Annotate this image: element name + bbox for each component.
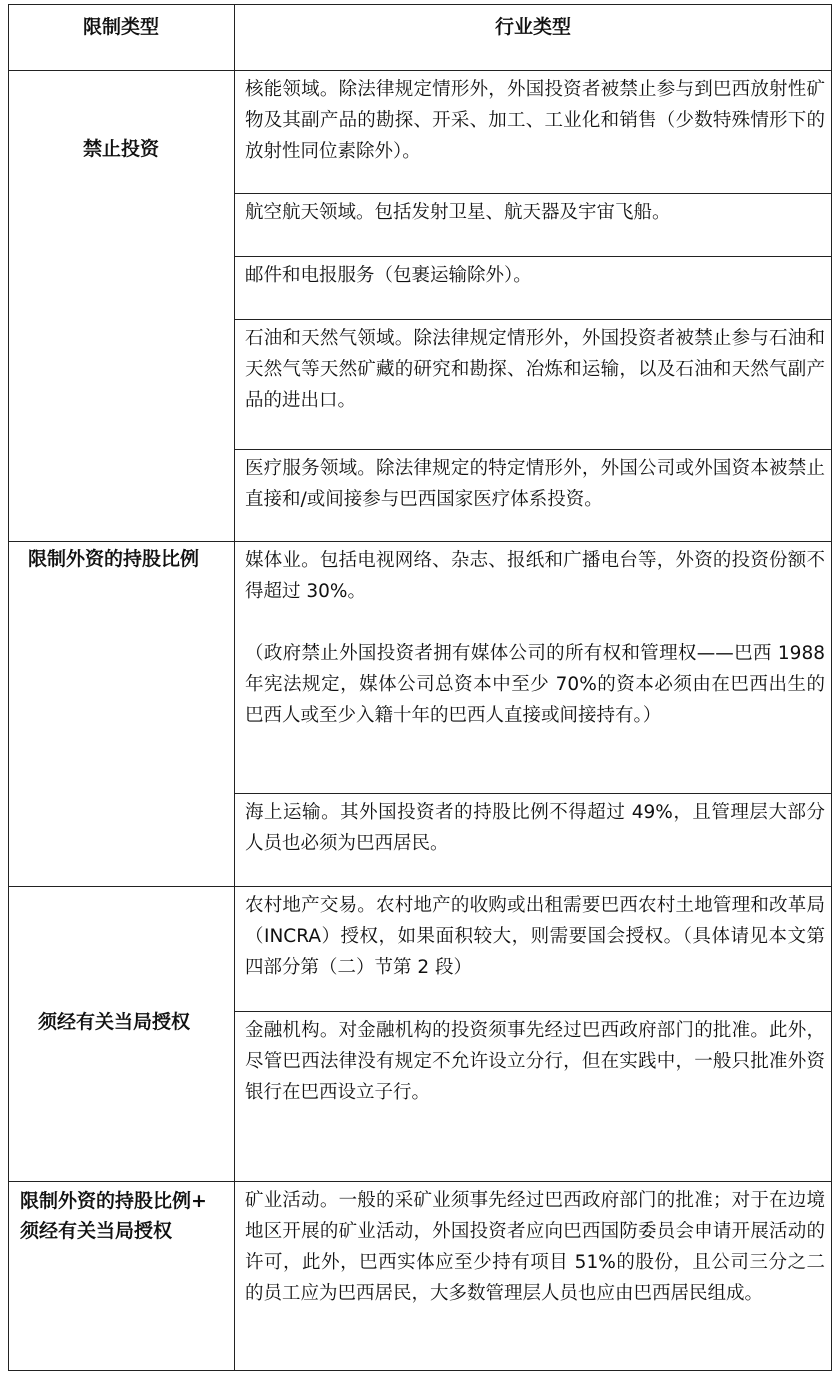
industry-nuclear: 核能领域。除法律规定情形外，外国投资者被禁止参与到巴西放射性矿物及其副产品的勘探、开采、加工、工业化和销售（少数特殊情形下的放射性同位素除外）。: [245, 79, 825, 162]
row-divider: [8, 541, 832, 542]
subrow-divider: [234, 449, 832, 450]
category-combined-line2: 须经有关当局授权: [20, 1220, 173, 1242]
category-limit-share: 限制外资的持股比例: [28, 548, 200, 570]
industry-oil-gas: 石油和天然气领域。除法律规定情形外，外国投资者被禁止参与石油和天然气等天然矿藏的研究和勘探、冶炼和运输，以及石油和天然气副产品的进出口。: [245, 328, 825, 411]
subrow-divider: [234, 1011, 832, 1012]
header-restriction-type: 限制类型: [82, 16, 159, 38]
category-authorization: 须经有关当局授权: [38, 1011, 191, 1033]
category-prohibited: 禁止投资: [82, 138, 159, 160]
industry-media: 媒体业。包括电视网络、杂志、报纸和广播电台等，外资的投资份额不得超过 30%。: [245, 550, 825, 602]
subrow-divider: [234, 793, 832, 794]
industry-aerospace: 航空航天领域。包括发射卫星、航天器及宇宙飞船。: [245, 202, 671, 223]
row-divider: [8, 70, 832, 71]
industry-shipping: 海上运输。其外国投资者的持股比例不得超过 49%，且管理层大部分人员也必须为巴西居民。: [245, 802, 825, 854]
industry-rural-land: 农村地产交易。农村地产的收购或出租需要巴西农村土地管理和改革局（INCRA）授权，如果面积较大，则需要国会授权。（具体请见本文第四部分第（二）节第 2 段）: [245, 895, 825, 978]
restriction-table: [8, 4, 832, 1371]
column-divider: [234, 4, 235, 1371]
category-combined-line1: 限制外资的持股比例+: [20, 1190, 207, 1212]
category-combined: [20, 1186, 232, 1246]
industry-finance: 金融机构。对金融机构的投资须事先经过巴西政府部门的批准。此外，尽管巴西法律没有规定不允许设立分行，但在实践中，一般只批准外资银行在巴西设立子行。: [245, 1020, 825, 1103]
border-bottom: [8, 1370, 832, 1371]
header-industry-type: 行业类型: [494, 16, 571, 38]
subrow-divider: [234, 319, 832, 320]
border-right: [831, 4, 832, 1371]
industry-medical: 医疗服务领域。除法律规定的特定情形外，外国公司或外国资本被禁止直接和/或间接参与巴西国家医疗体系投资。: [245, 458, 825, 510]
row-divider: [8, 886, 832, 887]
border-top: [8, 4, 832, 5]
row-divider: [8, 1181, 832, 1182]
subrow-divider: [234, 193, 832, 194]
subrow-divider: [234, 256, 832, 257]
industry-media-note: （政府禁止外国投资者拥有媒体公司的所有权和管理权——巴西 1988 年宪法规定，媒体公司总资本中至少 70%的资本必须由在巴西出生的巴西人或至少入籍十年的巴西人直接或间接持有。）: [245, 643, 825, 726]
industry-mining: 矿业活动。一般的采矿业须事先经过巴西政府部门的批准；对于在边境地区开展的矿业活动，外国投资者应向巴西国防委员会申请开展活动的许可，此外，巴西实体应至少持有项目 51%的股份，且公司三分之二的员工应为巴西居民，大多数管理层人员也应由巴西居民组成。: [245, 1190, 825, 1304]
border-left: [8, 4, 9, 1371]
industry-postal: 邮件和电报服务（包裹运输除外）。: [245, 265, 532, 286]
